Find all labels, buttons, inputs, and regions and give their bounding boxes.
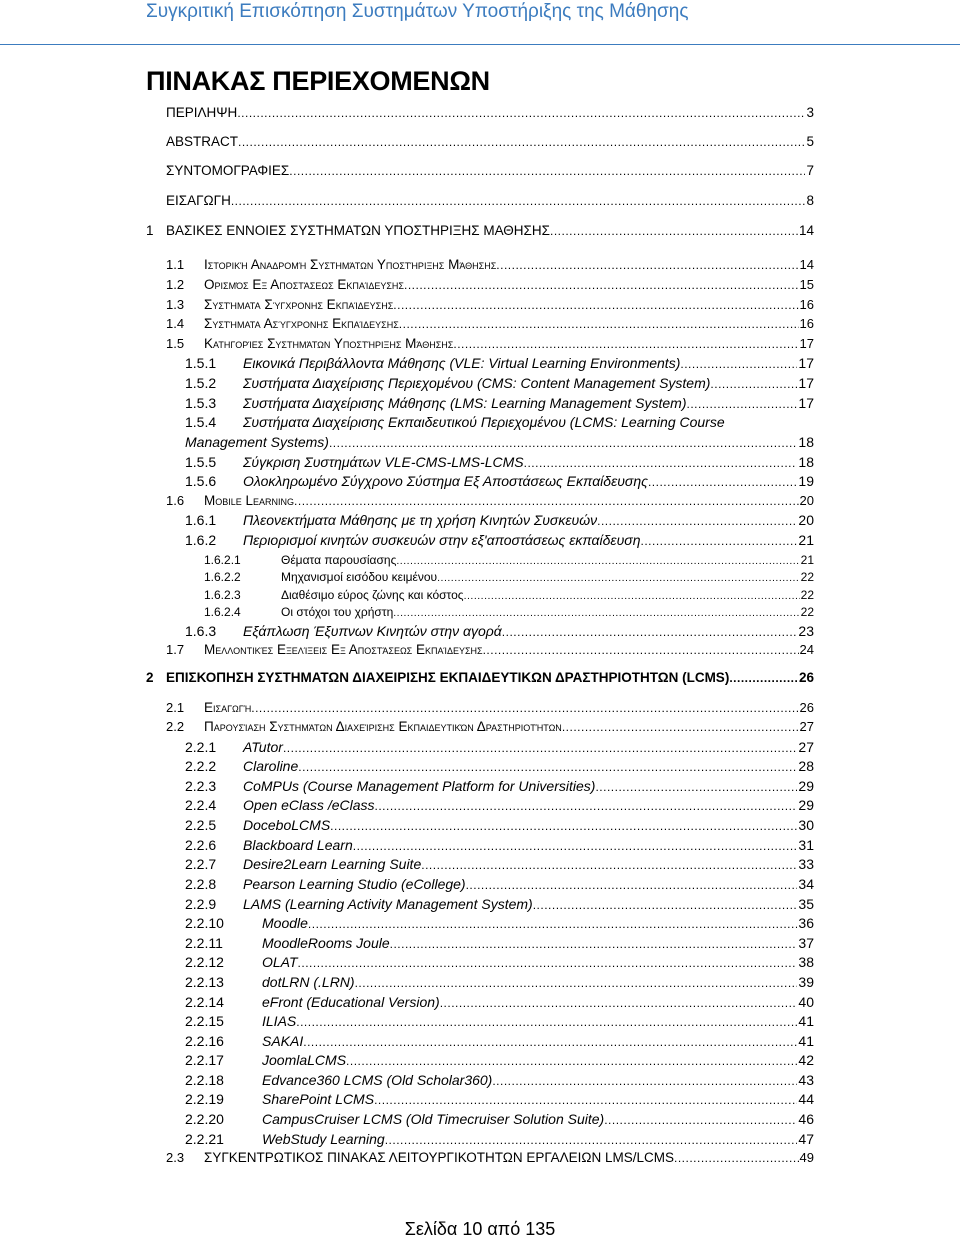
toc-leader-dots (453, 335, 798, 353)
toc-entry-page: 22 (800, 570, 814, 584)
toc-entry[interactable] (185, 453, 814, 471)
toc-entry-number: 1.6.2.4 (204, 605, 241, 619)
toc-entry-title: Open eClass /eClass (243, 797, 375, 813)
toc-entry-number: 1.5.4 (185, 414, 217, 430)
toc-leader-dots (396, 551, 799, 569)
toc-entry-title: ABSTRACT (166, 134, 239, 149)
toc-entry-page: 22 (800, 588, 814, 602)
toc-entry-number: 2.2.13 (185, 974, 224, 990)
toc-entry-title: Moodle (262, 915, 308, 931)
toc-leader-dots (466, 875, 798, 893)
toc-entry-title: MoodleRooms Joule (262, 935, 390, 951)
toc-entry[interactable] (185, 757, 814, 775)
toc-entry[interactable] (185, 1090, 814, 1108)
toc-entry[interactable] (146, 192, 814, 210)
toc-leader-dots (550, 222, 798, 240)
toc-entry[interactable] (185, 354, 814, 372)
toc-entry[interactable] (185, 511, 814, 529)
toc-leader-dots (674, 1149, 799, 1167)
toc-leader-dots (238, 133, 805, 151)
toc-entry-title: ΕΙΣΑΓΩΓΗ (166, 193, 231, 208)
toc-entry[interactable] (185, 1032, 814, 1050)
toc-leader-dots (390, 934, 798, 952)
toc-leader-dots (283, 738, 797, 756)
toc-entry-page: 39 (798, 974, 814, 990)
toc-entry[interactable] (146, 669, 814, 687)
toc-leader-dots (440, 993, 798, 1011)
toc-entry-number: 2.3 (166, 1150, 185, 1165)
toc-entry[interactable] (166, 699, 814, 717)
toc-entry[interactable] (185, 433, 814, 451)
toc-leader-dots (404, 276, 799, 294)
toc-entry[interactable] (185, 816, 814, 834)
running-header: Συγκριτική Επισκόπηση Συστημάτων Υποστήριξης της Μάθησης (146, 1, 689, 22)
toc-entry[interactable] (185, 394, 814, 412)
toc-entry-number: 1.5.2 (185, 375, 217, 391)
toc-entry-page: 37 (798, 935, 814, 951)
toc-leader-dots (496, 256, 798, 274)
toc-entry-title: JoomlaLCMS (262, 1052, 347, 1068)
toc-leader-dots (729, 669, 798, 687)
toc-entry[interactable] (166, 641, 814, 659)
toc-entry-page: 26 (798, 670, 814, 685)
toc-entry-number: 2.2.14 (185, 994, 224, 1010)
toc-leader-dots (595, 777, 797, 795)
toc-entry-number: 2.2.21 (185, 1131, 224, 1147)
toc-entry-number: 2.2.20 (185, 1111, 224, 1127)
toc-entry-title: Ιστορική Αναδρομή Συστημάτων Υποστήριξης Μάθησης (204, 257, 497, 272)
toc-entry-title: dotLRN (.LRN) (262, 974, 355, 990)
toc-entry[interactable] (185, 1130, 814, 1148)
toc-entry-number: 2.2.19 (185, 1091, 224, 1107)
toc-entry[interactable] (185, 914, 814, 932)
toc-entry[interactable] (185, 993, 814, 1011)
toc-entry-number: 1.3 (166, 297, 185, 312)
toc-entry-title: Κατηγορίες Συστημάτων Υποστήριξης Μάθησης (204, 336, 454, 351)
toc-entry[interactable] (185, 472, 814, 490)
toc-leader-dots (437, 568, 800, 586)
toc-entry-page: 31 (798, 837, 814, 853)
toc-entry-page: 36 (798, 915, 814, 931)
toc-entry-page: 27 (799, 719, 814, 734)
toc-entry-page: 14 (798, 223, 814, 238)
toc-entry-title: Management Systems) (185, 434, 329, 450)
toc-entry-page: 43 (798, 1072, 814, 1088)
toc-entry-page: 20 (798, 512, 814, 528)
toc-entry[interactable] (146, 162, 814, 180)
toc-entry[interactable] (146, 104, 814, 122)
toc-entry-page: 23 (798, 623, 814, 639)
toc-entry-page: 47 (798, 1131, 814, 1147)
toc-entry-title: CampusCruiser LCMS (Old Timecruiser Solution Suite) (262, 1111, 605, 1127)
toc-entry-number: 2.2.17 (185, 1052, 224, 1068)
toc-entry-number: 2.2.5 (185, 817, 217, 833)
toc-leader-dots (289, 162, 805, 180)
toc-leader-dots (385, 1130, 798, 1148)
toc-entry-title: Claroline (243, 758, 299, 774)
toc-entry[interactable] (166, 718, 814, 736)
toc-leader-dots (421, 855, 797, 873)
toc-entry-page: 18 (798, 434, 814, 450)
toc-entry[interactable] (166, 276, 814, 294)
toc-entry-title: Μελλοντικές Εξελίξεις Εξ Αποστάσεως Εκπαίδευσης (204, 642, 483, 657)
toc-entry-page: 3 (806, 105, 814, 120)
toc-entry-number: 2.2.18 (185, 1072, 224, 1088)
toc-entry-page: 17 (798, 375, 814, 391)
toc-leader-dots (231, 192, 806, 210)
toc-entry[interactable] (166, 335, 814, 353)
toc-entry[interactable] (185, 374, 814, 392)
toc-leader-dots (237, 104, 805, 122)
toc-entry-page: 5 (806, 134, 814, 149)
toc-entry-title: Εικονικά Περιβάλλοντα Μάθησης (VLE: Virtual Learning Environments) (243, 355, 681, 371)
toc-entry-title: Περιορισμοί κινητών συσκευών στην εξ'αποστάσεως εκπαίδευση (243, 532, 641, 548)
toc-entry-number: 1.5 (166, 336, 185, 351)
toc-entry-page: 44 (798, 1091, 814, 1107)
toc-entry-page: 17 (799, 336, 814, 351)
toc-entry-title: Mobile Learning (204, 493, 295, 508)
toc-entry[interactable] (166, 296, 814, 314)
toc-leader-dots (353, 836, 798, 854)
page-footer: Σελίδα 10 από 135 (404, 1219, 556, 1239)
toc-entry-page: 40 (798, 994, 814, 1010)
toc-entry-page: 38 (798, 954, 814, 970)
toc-entry[interactable] (185, 875, 814, 893)
toc-leader-dots (329, 433, 797, 451)
toc-entry-number: 1.6.3 (185, 623, 217, 639)
toc-entry-title: eFront (Educational Version) (262, 994, 440, 1010)
toc-leader-dots (346, 1051, 797, 1069)
toc-entry-number: 2 (146, 670, 154, 685)
toc-entry[interactable] (166, 315, 814, 333)
toc-entry[interactable] (166, 1149, 814, 1167)
toc-leader-dots (524, 453, 798, 471)
toc-leader-dots (710, 374, 797, 392)
toc-leader-dots (355, 973, 798, 991)
toc-entry-title: Συστήματα Διαχείρισης Περιεχομένου (CMS: Content Management System) (243, 375, 711, 391)
toc-entry-title: ΕΠΙΣΚΟΠΗΣΗ ΣΥΣΤΗΜΑΤΩΝ ΔΙΑΧΕΙΡΙΣΗΣ ΕΚΠΑΙΔΕΥΤΙΚΩΝ ΔΡΑΣΤΗΡΙΟΤΗΤΩΝ (LCMS) (166, 670, 730, 685)
toc-entry[interactable] (185, 622, 814, 640)
toc-entry-number: 1.2 (166, 277, 185, 292)
toc-entry-number: 1.6.2.1 (204, 553, 241, 567)
toc-entry-page: 19 (798, 473, 814, 489)
toc-entry-title: Συστήματα Ασύγχρονης Εκπαίδευσης (204, 316, 399, 331)
toc-entry-number: 1.7 (166, 642, 185, 657)
toc-entry-title: Ολοκληρωμένο Σύγχρονο Σύστημα Εξ Αποστάσεως Εκπαίδευσης (243, 473, 648, 489)
toc-entry-page: 41 (798, 1033, 814, 1049)
toc-entry-number: 1.1 (166, 257, 185, 272)
toc-entry-page: 29 (798, 778, 814, 794)
toc-entry[interactable] (146, 133, 814, 151)
toc-entry-page: 29 (798, 797, 814, 813)
toc-entry-page: 22 (800, 605, 814, 619)
toc-entry-title: Θέματα παρουσίασης (281, 553, 397, 567)
toc-entry-number: 2.2.6 (185, 837, 217, 853)
toc-entry-number: 1.6.2.3 (204, 588, 241, 602)
toc-entry[interactable] (185, 531, 814, 549)
toc-entry-page: 18 (798, 454, 814, 470)
toc-entry[interactable] (166, 492, 814, 510)
toc-entry-title: Συστήματα Σύγχρονης Εκπαίδευσης (204, 297, 394, 312)
toc-entry-number: 2.2.9 (185, 896, 217, 912)
toc-entry[interactable] (204, 603, 814, 621)
toc-entry-page: 49 (799, 1150, 814, 1165)
toc-entry[interactable] (185, 1051, 814, 1069)
toc-entry-page: 24 (799, 642, 814, 657)
toc-entry-title: CoMPUs (Course Management Platform for Universities) (243, 778, 596, 794)
toc-entry-title: SharePoint LCMS (262, 1091, 375, 1107)
toc-leader-dots (680, 354, 797, 372)
toc-leader-dots (303, 1032, 797, 1050)
toc-entry-page: 21 (798, 532, 814, 548)
toc-entry-title: ΣΥΝΤΟΜΟΓΡΑΦΙΕΣ (166, 163, 290, 178)
toc-leader-dots (399, 315, 799, 333)
toc-leader-dots (251, 699, 798, 717)
toc-entry[interactable] (185, 855, 814, 873)
toc-entry-page: 27 (798, 739, 814, 755)
toc-leader-dots (375, 796, 798, 814)
toc-leader-dots (298, 953, 798, 971)
toc-entry-number: 2.2.3 (185, 778, 217, 794)
toc-leader-dots (687, 394, 798, 412)
toc-entry-title: Desire2Learn Learning Suite (243, 856, 422, 872)
toc-entry-page: 21 (800, 553, 814, 567)
toc-entry-number: 2.2.2 (185, 758, 217, 774)
toc-entry-number: 1.5.1 (185, 355, 217, 371)
toc-entry-title: ATutor (243, 739, 283, 755)
toc-leader-dots (296, 1012, 797, 1030)
toc-entry-page: 8 (806, 193, 814, 208)
toc-entry-page: 16 (799, 316, 814, 331)
toc-entry-number: 2.2.1 (185, 739, 217, 755)
toc-entry-number: 2.2.4 (185, 797, 217, 813)
toc-leader-dots (298, 757, 797, 775)
toc-entry-number: 2.2.11 (185, 935, 223, 951)
toc-title: ΠΙΝΑΚΑΣ ΠΕΡΙΕΧΟΜΕΝΩΝ (146, 66, 490, 96)
toc-entry-page: 35 (798, 896, 814, 912)
toc-entry-title: Συστήματα Διαχείρισης Μάθησης (LMS: Learning Management System) (243, 395, 687, 411)
toc-entry[interactable] (185, 836, 814, 854)
toc-entry-number: 2.2.7 (185, 856, 217, 872)
toc-leader-dots (604, 1110, 797, 1128)
toc-entry-number: 1.6 (166, 493, 185, 508)
toc-leader-dots (393, 603, 799, 621)
toc-entry-title: SAKAI (262, 1033, 304, 1049)
toc-entry-page: 7 (806, 163, 814, 178)
toc-entry[interactable] (166, 256, 814, 274)
toc-leader-dots (640, 531, 797, 549)
toc-entry[interactable] (146, 222, 814, 240)
toc-entry-title: OLAT (262, 954, 298, 970)
toc-leader-dots (492, 1071, 797, 1089)
toc-entry-title: Edvance360 LCMS (Old Scholar360) (262, 1072, 493, 1088)
toc-leader-dots (483, 641, 799, 659)
toc-entry-number: 2.2.10 (185, 915, 224, 931)
toc-entry-title: ILIAS (262, 1013, 297, 1029)
toc-leader-dots (308, 914, 798, 932)
toc-leader-dots (502, 622, 798, 640)
toc-entry[interactable] (204, 568, 814, 586)
toc-entry-number: 1.5.5 (185, 454, 217, 470)
toc-entry[interactable] (185, 934, 814, 952)
toc-leader-dots (374, 1090, 797, 1108)
toc-entry-page: 46 (798, 1111, 814, 1127)
toc-entry-page: 16 (799, 297, 814, 312)
toc-entry-number: 1.6.2.2 (204, 570, 241, 584)
toc-entry-title: Εισαγωγή (204, 700, 252, 715)
toc-entry[interactable] (185, 1012, 814, 1030)
toc-entry-title: Blackboard Learn (243, 837, 353, 853)
toc-entry-title: Διαθέσιμο εύρος ζώνης και κόστος (281, 588, 464, 602)
toc-entry-title: LAMS (Learning Activity Management System) (243, 896, 533, 912)
toc-entry-number: 1.6.2 (185, 532, 217, 548)
toc-entry-page: 28 (798, 758, 814, 774)
toc-entry-title: WebStudy Learning (262, 1131, 385, 1147)
toc-entry-page: 42 (798, 1052, 814, 1068)
toc-leader-dots (597, 511, 797, 529)
toc-entry-number: 2.2.8 (185, 876, 217, 892)
toc-leader-dots (330, 816, 797, 834)
toc-entry[interactable] (185, 796, 814, 814)
toc-entry-title: ΒΑΣΙΚΕΣ ΕΝΝΟΙΕΣ ΣΥΣΤΗΜΑΤΩΝ ΥΠΟΣΤΗΡΙΞΗΣ ΜΑΘΗΣΗΣ (166, 223, 550, 238)
toc-entry-page: 33 (798, 856, 814, 872)
toc-leader-dots (393, 296, 798, 314)
toc-entry-number: 2.1 (166, 700, 185, 715)
toc-entry[interactable] (185, 973, 814, 991)
toc-entry[interactable] (185, 895, 814, 913)
toc-entry-number: 1.6.1 (185, 512, 217, 528)
toc-entry-title: Μηχανισμοί εισόδου κειμένου (281, 570, 438, 584)
toc-leader-dots (648, 472, 797, 490)
toc-entry-title: DoceboLCMS (243, 817, 331, 833)
toc-entry-title: Εξάπλωση Έξυπνων Κινητών στην αγορά (243, 623, 502, 639)
toc-entry-number: 2.2.16 (185, 1033, 224, 1049)
toc-entry[interactable] (185, 777, 814, 795)
toc-entry-page: 17 (798, 395, 814, 411)
toc-entry-title: Σύγκριση Συστημάτων VLE-CMS-LMS-LCMS (243, 454, 524, 470)
toc-entry[interactable] (204, 586, 814, 604)
toc-entry[interactable] (185, 953, 814, 971)
toc-entry-number: 2.2.15 (185, 1013, 224, 1029)
toc-entry-page: 26 (799, 700, 814, 715)
toc-leader-dots (533, 895, 798, 913)
toc-entry-page: 15 (799, 277, 814, 292)
toc-entry[interactable] (185, 1071, 814, 1089)
toc-leader-dots (562, 718, 799, 736)
toc-entry-number: 1.5.6 (185, 473, 217, 489)
toc-entry-number: 2.2.12 (185, 954, 224, 970)
toc-entry[interactable] (185, 1110, 814, 1128)
toc-entry-title: ΣΥΓΚΕΝΤΡΩΤΙΚΟΣ ΠΙΝΑΚΑΣ ΛΕΙΤΟΥΡΓΙΚΟΤΗΤΩΝ ΕΡΓΑΛΕΙΩΝ LMS/LCMS (204, 1150, 674, 1165)
toc-entry-page: 34 (798, 876, 814, 892)
toc-entry-number: 1.4 (166, 316, 185, 331)
toc-entry-number: 1.5.3 (185, 395, 217, 411)
toc-entry-title: Πλεονεκτήματα Μάθησης με τη χρήση Κινητών Συσκευών (243, 512, 598, 528)
toc-entry-page: 20 (799, 493, 814, 508)
toc-entry[interactable] (204, 551, 814, 569)
toc-entry[interactable] (185, 413, 814, 431)
toc-entry-number: 2.2 (166, 719, 185, 734)
toc-entry-title: Παρουσίαση Συστημάτων Διαχείρισης Εκπαιδευτικών Δραστηριοτήτων (204, 719, 562, 734)
toc-entry-title: Οι στόχοι του χρήστη (281, 605, 394, 619)
toc-entry-title: Συστήματα Διαχείρισης Εκπαιδευτικού Περιεχομένου (LCMS: Learning Course (243, 414, 725, 430)
toc-leader-dots (294, 492, 799, 510)
toc-entry-title: Pearson Learning Studio (eCollege) (243, 876, 466, 892)
toc-entry-page: 41 (798, 1013, 814, 1029)
toc-entry-title: Ορισμός Εξ Αποστάσεως Εκπαίδευσης (204, 277, 404, 292)
toc-entry-number: 1 (146, 223, 154, 238)
toc-entry-page: 30 (798, 817, 814, 833)
toc-entry-title: ΠΕΡΙΛΗΨΗ (166, 105, 238, 120)
toc-entry-page: 14 (799, 257, 814, 272)
toc-entry[interactable] (185, 738, 814, 756)
toc-leader-dots (464, 586, 800, 604)
toc-entry-page: 17 (798, 355, 814, 371)
